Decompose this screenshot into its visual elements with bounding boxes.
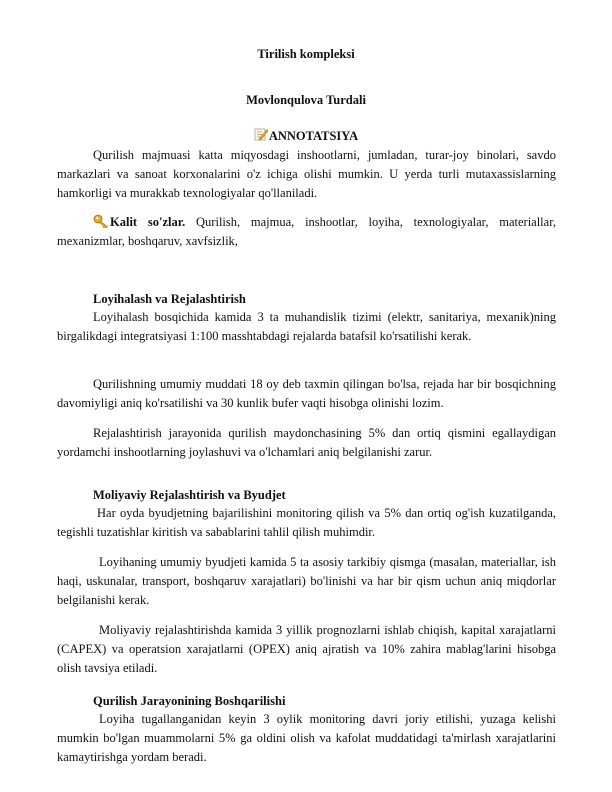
section-paragraph: Loyihaning umumiy byudjeti kamida 5 ta asosiy tarkibiy qismga (masalan, materiallar, ish haqi, uskunalar, transport, boshqaruv xarajatlari) bo'linishi va har bir qism uchun aniq miqdorlar belgilanishi kerak. <box>57 555 556 607</box>
section-paragraph: Rejalashtirish jarayonida qurilish maydonchasining 5% dan ortiq qismini egallaydigan yordamchi inshootlarning joylashuvi va o'lchamlari aniq belgilanishi zarur. <box>57 426 556 459</box>
section-heading: Qurilish Jarayonining Boshqarilishi <box>93 694 286 708</box>
section-paragraph: Moliyaviy rejalashtirishda kamida 3 yillik prognozlarni ishlab chiqish, kapital xarajatlarni (CAPEX) va operatsion xarajatlarni (OPEX) aniq ajratish va 10% zahira mablag'larini hisobga olish tavsiya etiladi. <box>57 623 556 675</box>
annotation-heading-row <box>0 128 612 144</box>
keywords-label: Kalit so'zlar. <box>110 215 186 229</box>
section-paragraph: Loyiha tugallanganidan keyin 3 oylik monitoring davri joriy etilishi, yuzaga kelishi mumkin bo'lgan muammolarni 5% ga oldini olish va kafolat muddatidagi ta'mirlash xarajatlarini kamaytirishga yordam beradi. <box>57 712 556 764</box>
keywords-paragraph <box>57 213 556 251</box>
document-title: Tirilish kompleksi <box>257 47 355 61</box>
memo-pencil-icon <box>254 128 268 141</box>
annotation-text: Qurilish majmuasi katta miqyosdagi inshootlarni, jumladan, turar-joy binolari, savdo markazlari va sanoat korxonalarini o'z ichiga olishi mumkin. U yerda turli mutaxassislarning hamkorligi va murakkab texnologiyalar qo'llaniladi. <box>57 148 556 200</box>
section-paragraph: Loyihalash bosqichida kamida 3 ta muhandislik tizimi (elektr, sanitariya, mexanik)ning birgalikdagi integratsiyasi 1:100 masshtabdagi rejalarda batafsil ko'rsatilishi kerak. <box>57 310 556 343</box>
keywords-text: Qurilish, majmua, inshootlar, loyiha, texnologiyalar, materiallar, mexanizmlar, boshqaruv, xavfsizlik, <box>57 215 556 248</box>
section-heading: Loyihalash va Rejalashtirish <box>93 292 246 306</box>
section-paragraph: Har oyda byudjetning bajarilishini monitoring qilish va 5% dan ortiq og'ish kuzatilganda, tegishli tuzatishlar kiritish va sabablarini tahlil qilish muhimdir. <box>57 506 556 539</box>
section-heading: Moliyaviy Rejalashtirish va Byudjet <box>93 488 286 502</box>
section-paragraph: Qurilishning umumiy muddati 18 oy deb taxmin qilingan bo'lsa, rejada har bir bosqichning davomiyligi aniq ko'rsatilishi va 30 kunlik bufer vaqti hisobga olinishi lozim. <box>57 377 556 410</box>
annotation-heading: ANNOTATSIYA <box>268 129 359 143</box>
key-icon <box>93 214 109 228</box>
author-name: Movlonqulova Turdali <box>246 93 366 107</box>
